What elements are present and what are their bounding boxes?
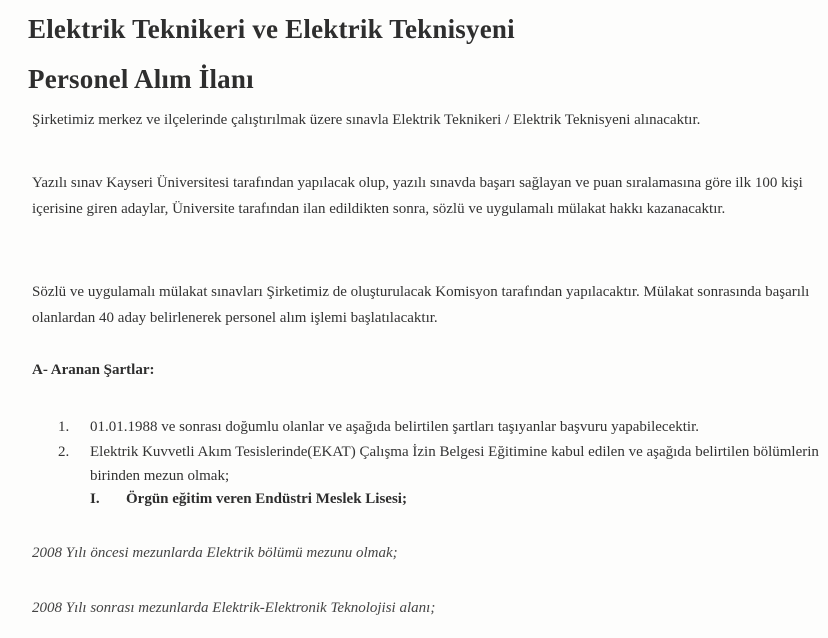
list-item-text: 01.01.1988 ve sonrası doğumlu olanlar ve aşağıda belirtilen şartları taşıyanlar başvuru yapabilecektir. [90,419,699,435]
section-heading-requirements: A- Aranan Şartlar: [32,362,155,378]
sub-item-vocational-school [90,491,407,508]
list-item [58,440,822,488]
requirements-list-item-2 [58,440,822,488]
note-before-2008: 2008 Yılı öncesi mezunlarda Elektrik bölümü mezunu olmak; [32,545,398,561]
note-after-2008: 2008 Yılı sonrası mezunlarda Elektrik-Elektronik Teknolojisi alanı; [32,600,436,616]
sub-item-roman-numeral: I. [90,491,100,507]
paragraph-interview: Sözlü ve uygulamalı mülakat sınavları Şirketimiz de oluşturulacak Komisyon tarafından yapılacaktır. Mülakat sonrasında başarılı olanlardan 40 aday belirlenerek personel alım işlemi başlatılacaktır. [32,284,810,326]
list-item-text: Elektrik Kuvvetli Akım Tesislerinde(EKAT) Çalışma İzin Belgesi Eğitimine kabul edilen ve aşağıda belirtilen bölümlerin birinden mezun olmak; [90,444,819,484]
requirements-list-item-1 [58,415,822,439]
list-item [58,415,822,439]
document-title-line-2: Personel Alım İlanı [28,64,254,94]
list-item-number: 1. [58,419,70,435]
sub-item-text: Örgün eğitim veren Endüstri Meslek Lisesi; [126,491,407,507]
paragraph-intro: Şirketimiz merkez ve ilçelerinde çalıştırılmak üzere sınavla Elektrik Teknikeri / Elektrik Teknisyeni alınacaktır. [32,112,701,128]
list-item-number: 2. [58,444,70,460]
document-title-line-1: Elektrik Teknikeri ve Elektrik Teknisyeni [28,14,515,44]
paragraph-written-exam: Yazılı sınav Kayseri Üniversitesi tarafından yapılacak olup, yazılı sınavda başarı sağlayan ve puan sıralamasına göre ilk 100 kişi içerisine giren adaylar, Üniversite tarafından ilan edildikten sonra, sözlü ve uygulamalı mülakat hakkı kazanacaktır. [32,175,803,217]
